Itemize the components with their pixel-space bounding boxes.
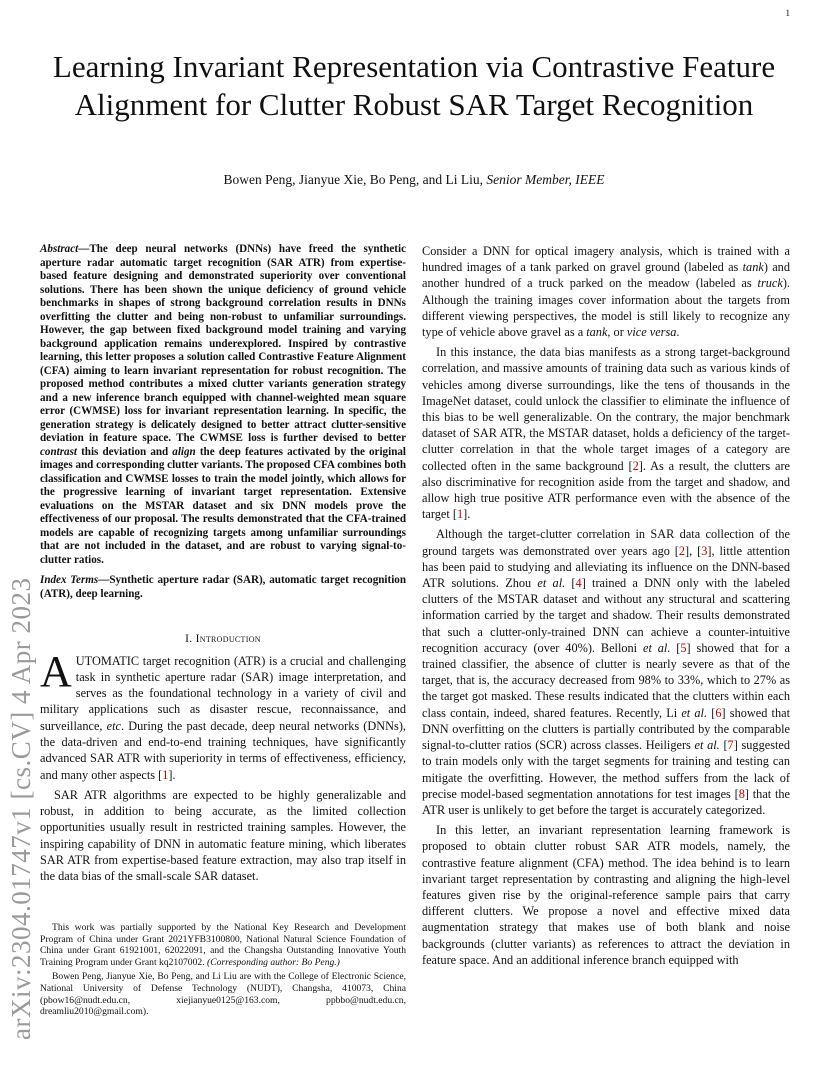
body-text: , or bbox=[607, 325, 627, 340]
corresponding-author: (Corresponding author: Bo Peng.) bbox=[207, 956, 340, 968]
citation-link[interactable]: 3 bbox=[701, 543, 708, 558]
citation-link[interactable]: 7 bbox=[727, 738, 734, 753]
body-text: Although the target-clutter correlation in SAR data collection of the ground targets was demonstrated over years ago [ bbox=[422, 527, 790, 558]
author-names: Bowen Peng, Jianyue Xie, Bo Peng, and Li Liu, bbox=[223, 172, 483, 187]
citation-link[interactable]: 2 bbox=[632, 458, 639, 473]
body-emphasis: truck bbox=[757, 276, 783, 291]
intro-text: UTOMATIC target recognition (ATR) is a crucial and challenging task in synthetic aperture radar (SAR) image interpretation, and serves as the foundational technology in a variety of civil and military applications such as disaster rescue, reconnaissance, and surveillance, bbox=[40, 653, 406, 733]
body-emphasis: et al. bbox=[681, 705, 708, 720]
abstract-emphasis: contrast bbox=[40, 445, 77, 458]
abstract bbox=[40, 243, 406, 567]
arxiv-watermark bbox=[6, 300, 36, 1040]
body-text: In this instance, the data bias manifests as a strong target-background correlation, and massive amounts of training data such as various kinds of vehicles among diverse surroundings, like the tens of thousands in the ImageNet dataset, could unlock the classifier to eliminate the influence of this bias to be well generalizable. On the contrary, the major benchmark dataset of SAR ATR, the MSTAR dataset, holds a deficiency of the target-clutter correlation in that the whole target images of a category are collected often in the same background [ bbox=[422, 345, 790, 473]
affiliation-footnote: Bowen Peng, Jianyue Xie, Bo Peng, and Li Liu are with the College of Electronic Science, National University of Defense Technology (NUDT), Changsha, 410073, China (pbow16@nudt.edu.cn, xiejianyue0125@163.com, ppbbo@nudt.edu.cn, dreamliu2010@gmail.com). bbox=[40, 971, 406, 1018]
citation-link[interactable]: 6 bbox=[715, 705, 722, 720]
author-membership: Senior Member, IEEE bbox=[486, 172, 605, 187]
funding-footnote bbox=[40, 922, 406, 968]
body-text: ], [ bbox=[685, 543, 702, 558]
body-text: ) and another hundred of a truck parked on the meadow (labeled as bbox=[422, 260, 790, 291]
intro-emphasis: etc bbox=[106, 718, 121, 733]
abstract-emphasis: align bbox=[172, 445, 196, 458]
body-text: ] trained a DNN only with the labeled clutters of the MSTAR dataset and without any structural and scattering information carried by the target and shadow. Their results demonstrated that such a clutter-only-trained DNN can achieve a counter-intuitive recognition accuracy (over 40%). Belloni bbox=[422, 576, 790, 655]
body-emphasis: et al. bbox=[643, 640, 671, 655]
index-terms-label: Index Terms bbox=[40, 574, 99, 586]
body-text: . bbox=[676, 325, 680, 340]
citation-link[interactable]: 1 bbox=[456, 507, 464, 522]
citation-link[interactable]: 1 bbox=[162, 767, 169, 782]
body-text: ], little attention has been paid to studying and alleviating its influence on the DNN-based ATR solutions. Zhou bbox=[422, 543, 790, 591]
index-terms bbox=[40, 574, 406, 601]
right-column bbox=[422, 243, 790, 968]
body-paragraph bbox=[422, 344, 790, 522]
body-paragraph bbox=[422, 526, 790, 818]
abstract-text: the deep features activated by the original images and corresponding clutter variants. The proposed CFA combines both classification and CWMSE losses to train the model jointly, which allows for the progressive learning of invariant target representation. Extensive evaluations on the MSTAR dataset and six DNN models prove the effectiveness of our proposal. The results demonstrated that the CFA-trained models are capable of recognizing targets among unfamiliar surroundings that are not included in the dataset, and are robust to varying signal-to-clutter ratios. bbox=[40, 445, 406, 566]
body-paragraph: In this letter, an invariant representation learning framework is proposed to obtain clutter robust SAR ATR models, namely, the contrastive feature alignment (CFA) method. The idea behind is to learn invariant target representation by contrasting and aligning the high-level features given rise by the original-reference sample pairs that carry different clutters. We propose a novel and effective mixed data augmentation strategy that makes use of both blank and noise backgrounds (clutter variants) as references to attract the deviation in feature space. And an additional inference branch equipped with bbox=[422, 823, 790, 967]
body-text: [ bbox=[565, 576, 576, 591]
intro-text: . During the past decade, deep neural networks (DNNs), the data-driven and end-to-end training techniques, have significantly advanced SAR ATR with superiority in terms of effectiveness, efficiency, and many other aspects [ bbox=[40, 718, 406, 782]
abstract-text: this deviation and bbox=[77, 445, 173, 458]
introduction bbox=[40, 646, 406, 885]
section-number: I. bbox=[185, 633, 193, 645]
author-line bbox=[40, 172, 788, 188]
body-emphasis: tank bbox=[742, 260, 764, 275]
body-text: ] showed that DNN overfitting on the clutters is partially contributed by the comparable signal-to-clutter ratios (SCR) across classes. Heiligers bbox=[422, 705, 790, 753]
body-emphasis: vice versa bbox=[626, 325, 677, 340]
abstract-text: —The deep neural networks (DNNs) have freed the synthetic aperture radar automatic target recognition (SAR ATR) from expertise-based feature designing and demonstrated superiority over conventional solutions. There has been shown the unique deficiency of ground vehicle benchmarks in shapes of strong background correlation results in DNNs overfitting the clutter and being non-robust to unfamiliar surroundings. However, the gap between fixed background model training and varying background application remains underexplored. Inspired by contrastive learning, this letter proposes a solution called Contrastive Feature Alignment (CFA) aiming to learn invariant representation for robust recognition. The proposed method contributes a mixed clutter variants generation strategy and a new inference branch equipped with channel-weighted mean square error (CWMSE) loss for invariant representation learning. In specific, the generation strategy is delicately designed to better attract clutter-sensitive deviation in feature space. The CWMSE loss is further devised to better bbox=[40, 243, 406, 444]
intro-paragraph bbox=[40, 646, 406, 783]
citation-link[interactable]: 5 bbox=[680, 640, 687, 655]
abstract-label: Abstract bbox=[40, 243, 79, 255]
paper-title: Learning Invariant Representation via Contrastive Feature Alignment for Clutter Robust SAR Target Recognition bbox=[52, 49, 776, 122]
citation-link[interactable]: 4 bbox=[575, 576, 582, 591]
citation-link[interactable]: 2 bbox=[678, 543, 686, 558]
left-column bbox=[40, 243, 406, 885]
intro-text: ]. bbox=[168, 767, 176, 782]
footnote-text: This work was partially supported by the National Key Research and Development Program of China under Grant 2021YFB3100800, National Natural Science Foundation of China under Grant 61921001, 62022091, and the Changsha Outstanding Innovative Youth Training Program under Grant kq2107002. bbox=[40, 922, 406, 968]
body-text: ]. As a result, the clutters are also discriminative for recognition aside from the target and shadow, and allow high true positive ATR performance even with the absence of the target [ bbox=[422, 458, 790, 522]
body-text: Consider a DNN for optical imagery analysis, which is trained with a hundred images of a tank parked on gravel ground (labeled as bbox=[422, 244, 790, 275]
body-emphasis: tank bbox=[586, 325, 608, 340]
body-text: [ bbox=[719, 738, 728, 753]
arxiv-watermark-text: arXiv:2304.01747v1 [cs.CV] 4 Apr 2023 bbox=[6, 577, 36, 1040]
footnotes bbox=[40, 922, 406, 1021]
drop-cap: A bbox=[40, 646, 72, 696]
body-text: [ bbox=[670, 640, 681, 655]
intro-paragraph: SAR ATR algorithms are expected to be highly generalizable and robust, in addition to being accurate, as the limited collection opportunities usually result in restricted training samples. However, the inspiring capability of DNN in automatic feature mining, which liberates SAR ATR from expertise-based feature extraction, may also trap itself in the data bias of the small-scale SAR dataset. bbox=[40, 787, 406, 884]
citation-link[interactable]: 8 bbox=[738, 786, 745, 801]
body-emphasis: et al. bbox=[537, 576, 566, 591]
section-title: Introduction bbox=[195, 633, 261, 645]
page-number: 1 bbox=[785, 8, 790, 18]
body-text: ] showed that for a trained classifier, the absence of clutter is nearly severe as that of the target, that is, the accuracy decreased from 98% to 33%, which to 27% as the target got masked. These results indicated that the clutters within each class contain, indeed, shared features. Recently, Li bbox=[422, 640, 790, 720]
section-heading bbox=[40, 633, 406, 647]
body-text: [ bbox=[707, 705, 716, 720]
body-emphasis: et al. bbox=[694, 738, 720, 753]
index-terms-text: —Synthetic aperture radar (SAR), automatic target recognition (ATR), deep learning. bbox=[40, 574, 406, 600]
body-text: ). Although the training images cover information about the targets from different viewing perspectives, the model is still likely to recognize any type of vehicle above gravel as a bbox=[422, 276, 790, 340]
body-text: ] suggested to train models only with the target segments for training and testing can mitigate the overfitting. However, the method suffers from the lack of precise model-based segmentation annotations for test images [ bbox=[422, 738, 790, 801]
body-paragraph bbox=[422, 243, 790, 340]
body-text: ] that the ATR user is unlikely to get before the target is accurately categorized. bbox=[422, 786, 790, 817]
body-text: ]. bbox=[463, 507, 471, 522]
